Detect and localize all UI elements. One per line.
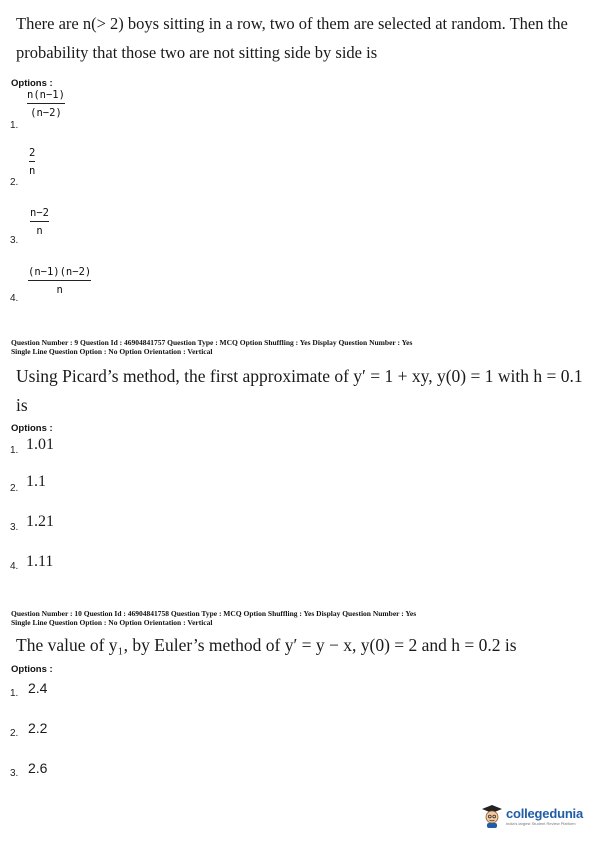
option-number: 1. [10,120,19,131]
fraction-bar [28,280,91,281]
q10-text-line1: The value of y₁, by Euler’s method of y′ = y − x, y(0) = 2 and h = 0.2 is [16,635,517,655]
option-number: 2. [10,728,19,739]
logo-tagline: India's largest Student Review Platform [505,821,576,826]
option-fraction [27,89,65,119]
graduate-mascot-icon [481,804,503,828]
numerator: n(n−1) [27,89,65,101]
option-value: 2.2 [28,720,48,736]
q9-text-line2: is [16,395,28,415]
option-number: 2. [10,177,19,188]
option-value: 2.4 [28,680,48,696]
numerator: n−2 [30,207,49,219]
q9-options-label: Options : [11,423,53,434]
q10-options-label: Options : [11,664,53,675]
option-value: 1.1 [26,473,46,490]
option-number: 3. [10,235,19,246]
option-number: 4. [10,293,19,304]
fraction-bar [27,103,65,104]
option-fraction [29,147,35,177]
denominator: (n−2) [30,107,62,119]
numerator: (n−1)(n−2) [28,266,92,278]
denominator: n [56,284,63,296]
denominator: n [36,225,43,237]
denominator: n [29,165,36,177]
fraction-bar [30,221,49,222]
q9-text-line1: Using Picard’s method, the first approximate of y′ = 1 + xy, y(0) = 1 with h = 0.1 [16,366,583,386]
option-fraction [30,207,49,237]
option-number: 1. [10,445,19,456]
option-value: 1.21 [26,513,54,530]
q10-meta-line2: Single Line Question Option : No Option Orientation : Vertical [11,618,213,627]
q8-text-line1: There are n(> 2) boys sitting in a row, two of them are selected at random. Then the [16,14,568,33]
option-number: 1. [10,688,19,699]
q10-meta-line1: Question Number : 10 Question Id : 46904841758 Question Type : MCQ Option Shuffling : Yes Display Question Number : Yes [11,609,417,618]
collegedunia-logo[interactable] [481,804,583,828]
q9-meta-line1: Question Number : 9 Question Id : 46904841757 Question Type : MCQ Option Shuffling : Yes Display Question Number : Yes [11,338,413,347]
option-number: 3. [10,768,19,779]
option-number: 3. [10,522,19,533]
numerator: 2 [29,147,36,159]
option-number: 2. [10,483,19,494]
option-fraction [28,266,91,296]
q9-meta-line2: Single Line Question Option : No Option Orientation : Vertical [11,347,213,356]
option-value: 2.6 [28,760,48,776]
option-value: 1.01 [26,436,54,453]
q8-options-label: Options : [11,78,53,89]
option-number: 4. [10,561,19,572]
q8-text-line2: probability that those two are not sitting side by side is [16,43,378,62]
logo-text: collegedunia [505,806,583,821]
option-value: 1.11 [26,553,54,570]
fraction-bar [29,161,35,162]
